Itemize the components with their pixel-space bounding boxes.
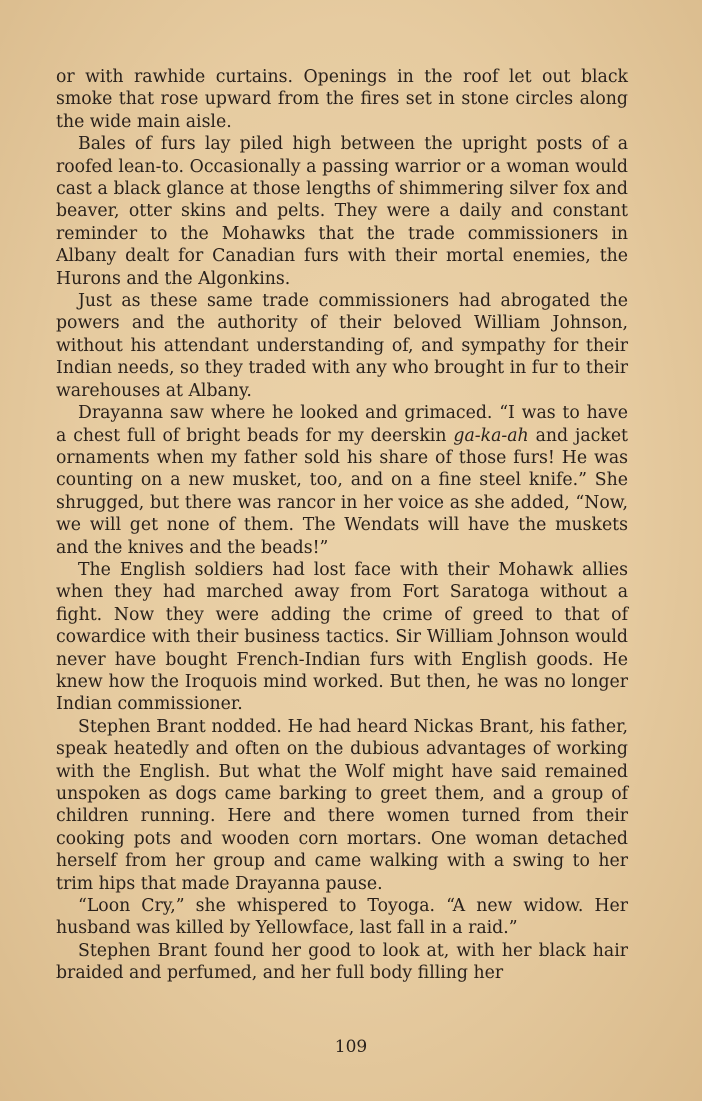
italic-term: ga-ka-ah: [453, 425, 529, 446]
paragraph-text: Drayanna saw where he looked and grimaced. “I was to have a chest full of bright beads for my deerskin: [56, 403, 628, 446]
paragraph-text: The English soldiers had lost face with their Mohawk allies when they had marched away from Fort Saratoga without a fight. Now they were adding the crime of greed to that of cowardice with their business tactics. Sir William Johnson would never have bought French-Indian furs with English goods. He knew how the Iroquois mind worked. But then, he was no longer Indian commissioner.: [56, 559, 628, 715]
paragraph-text: Stephen Brant nodded. He had heard Nickas Brant, his father, speak heatedly and often on the dubious advantages of working with the English. But what the Wolf might have said remained unspoken as dogs came barking to greet them, and a group of children running. Here and there women turned from their cooking pots and wooden corn mortars. One woman detached herself from her group and came walking with a swing to her trim hips that made Drayanna pause.: [56, 716, 628, 894]
paragraph: [56, 66, 628, 133]
paragraph: [56, 402, 628, 559]
paragraph: [56, 940, 628, 985]
body-text: [56, 66, 628, 985]
paragraph-text: Bales of furs lay piled high between the upright posts of a roofed lean-to. Occasionally a passing warrior or a woman would cast a black glance at those lengths of shimmering silver fox and beaver, otter skins and pelts. They were a daily and constant reminder to the Mohawks that the trade commissioners in Albany dealt for Canadian furs with their mortal enemies, the Hurons and the Algonkins.: [56, 134, 628, 289]
paragraph-text: Just as these same trade commissioners had abrogated the powers and the authority of their beloved William Johnson, without his attendant understanding of, and sympathy for their Indian needs, so they traded with any who brought in fur to their warehouses at Albany.: [56, 291, 628, 401]
paragraph-text: “Loon Cry,” she whispered to Toyoga. “A new widow. Her husband was killed by Yellowface, last fall in a raid.”: [56, 896, 628, 939]
paragraph: [56, 133, 628, 290]
paragraph-text: or with rawhide curtains. Openings in the roof let out black smoke that rose upward from the fires set in stone circles along the wide main aisle.: [56, 67, 628, 132]
page-number: 109: [334, 1037, 368, 1057]
paragraph: [56, 559, 628, 716]
paragraph-text: and jacket ornaments when my father sold his share of those furs! He was counting on a new musket, too, and on a fine steel knife.” She shrugged, but there was rancor in her voice as she added, “Now, we will get none of them. The Wendats will have the muskets and the knives and the beads!”: [56, 425, 628, 558]
paragraph: [56, 895, 628, 940]
paragraph: [56, 290, 628, 402]
paragraph: [56, 716, 628, 895]
paragraph-text: Stephen Brant found her good to look at, with her black hair braided and perfumed, and her full body filling her: [56, 940, 628, 984]
